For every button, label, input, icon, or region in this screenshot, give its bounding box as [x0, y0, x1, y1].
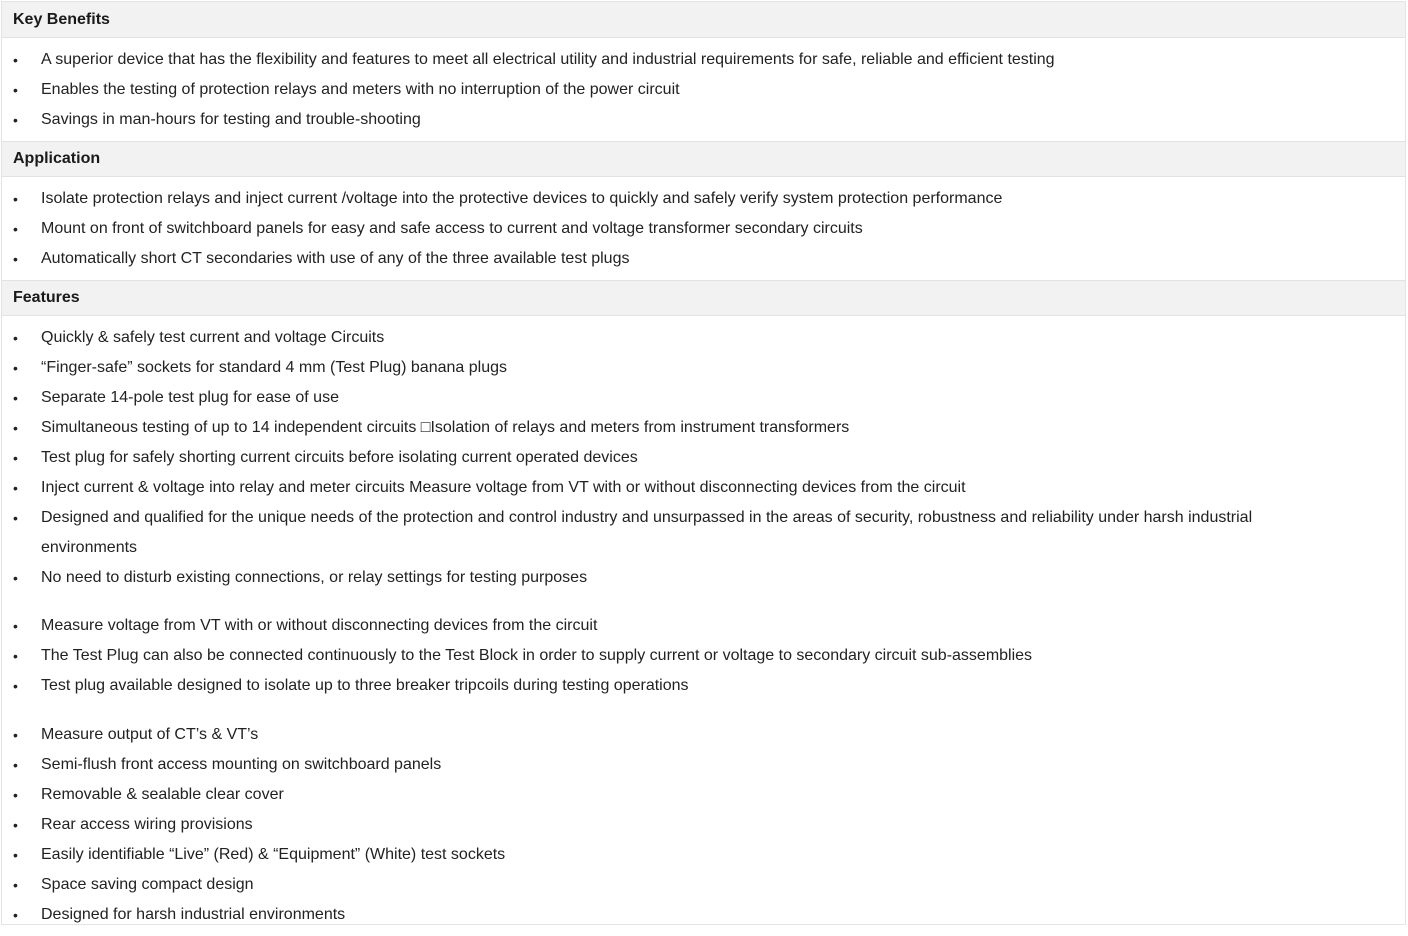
list-item: • Easily identifiable “Live” (Red) & “Equipment” (White) test sockets — [2, 840, 1405, 870]
bullet-icon: • — [13, 112, 18, 128]
list-item: • The Test Plug can also be connected continuously to the Test Block in order to supply current or voltage to secondary circuit sub-assemblies — [2, 641, 1405, 671]
bullet-icon: • — [13, 251, 18, 267]
features-list — [2, 316, 1405, 936]
list-item: • No need to disturb existing connections, or relay settings for testing purposes — [2, 563, 1405, 593]
bullet-icon: • — [13, 191, 18, 207]
list-item: • Rear access wiring provisions — [2, 810, 1405, 840]
list-item: • Designed and qualified for the unique needs of the protection and control industry and unsurpassed in the areas of security, robustness and reliability under harsh industrial environments — [2, 503, 1405, 563]
bullet-icon: • — [13, 847, 18, 863]
bullet-icon: • — [13, 727, 18, 743]
list-item: • Automatically short CT secondaries with use of any of the three available test plugs — [2, 244, 1405, 274]
list-item: • Designed for harsh industrial environments — [2, 900, 1405, 930]
list-item: • Semi-flush front access mounting on switchboard panels — [2, 750, 1405, 780]
list-item: • Enables the testing of protection relays and meters with no interruption of the power circuit — [2, 75, 1405, 105]
key-benefits-list — [2, 38, 1405, 141]
bullet-icon: • — [13, 877, 18, 893]
list-item: • Space saving compact design — [2, 870, 1405, 900]
product-details-panel — [1, 1, 1406, 925]
bullet-icon: • — [13, 757, 18, 773]
bullet-icon: • — [13, 450, 18, 466]
list-item: • Separate 14-pole test plug for ease of use — [2, 383, 1405, 413]
list-item: • Savings in man-hours for testing and trouble-shooting — [2, 105, 1405, 135]
bullet-icon: • — [13, 570, 18, 586]
list-item: • “Finger-safe” sockets for standard 4 mm (Test Plug) banana plugs — [2, 353, 1405, 383]
list-item: • Quickly & safely test current and voltage Circuits — [2, 323, 1405, 353]
bullet-icon: • — [13, 787, 18, 803]
list-item: • Test plug for safely shorting current circuits before isolating current operated devices — [2, 443, 1405, 473]
bullet-icon: • — [13, 221, 18, 237]
bullet-icon: • — [13, 618, 18, 634]
bullet-icon: • — [13, 480, 18, 496]
bullet-icon: • — [13, 817, 18, 833]
bullet-icon: • — [13, 52, 18, 68]
bullet-icon: • — [13, 390, 18, 406]
section-header-application: Application — [2, 141, 1405, 177]
bullet-icon: • — [13, 420, 18, 436]
list-item: • Test plug available designed to isolate up to three breaker tripcoils during testing operations — [2, 671, 1405, 701]
list-item: • Measure voltage from VT with or without disconnecting devices from the circuit — [2, 611, 1405, 641]
bullet-icon: • — [13, 510, 18, 526]
bullet-icon: • — [13, 678, 18, 694]
list-item: • Inject current & voltage into relay and meter circuits Measure voltage from VT with or without disconnecting devices from the circuit — [2, 473, 1405, 503]
list-item: • A superior device that has the flexibility and features to meet all electrical utility and industrial requirements for safe, reliable and efficient testing — [2, 45, 1405, 75]
bullet-icon: • — [13, 648, 18, 664]
bullet-icon: • — [13, 330, 18, 346]
list-item: • Measure output of CT’s & VT’s — [2, 720, 1405, 750]
list-item: • Isolate protection relays and inject current /voltage into the protective devices to quickly and safely verify system protection performance — [2, 184, 1405, 214]
list-item: • Simultaneous testing of up to 14 independent circuits □Isolation of relays and meters from instrument transformers — [2, 413, 1405, 443]
application-list — [2, 177, 1405, 280]
section-header-key-benefits: Key Benefits — [2, 2, 1405, 38]
bullet-icon: • — [13, 82, 18, 98]
list-item: • Mount on front of switchboard panels for easy and safe access to current and voltage transformer secondary circuits — [2, 214, 1405, 244]
list-item: • Removable & sealable clear cover — [2, 780, 1405, 810]
bullet-icon: • — [13, 360, 18, 376]
bullet-icon: • — [13, 907, 18, 923]
section-header-features: Features — [2, 280, 1405, 316]
